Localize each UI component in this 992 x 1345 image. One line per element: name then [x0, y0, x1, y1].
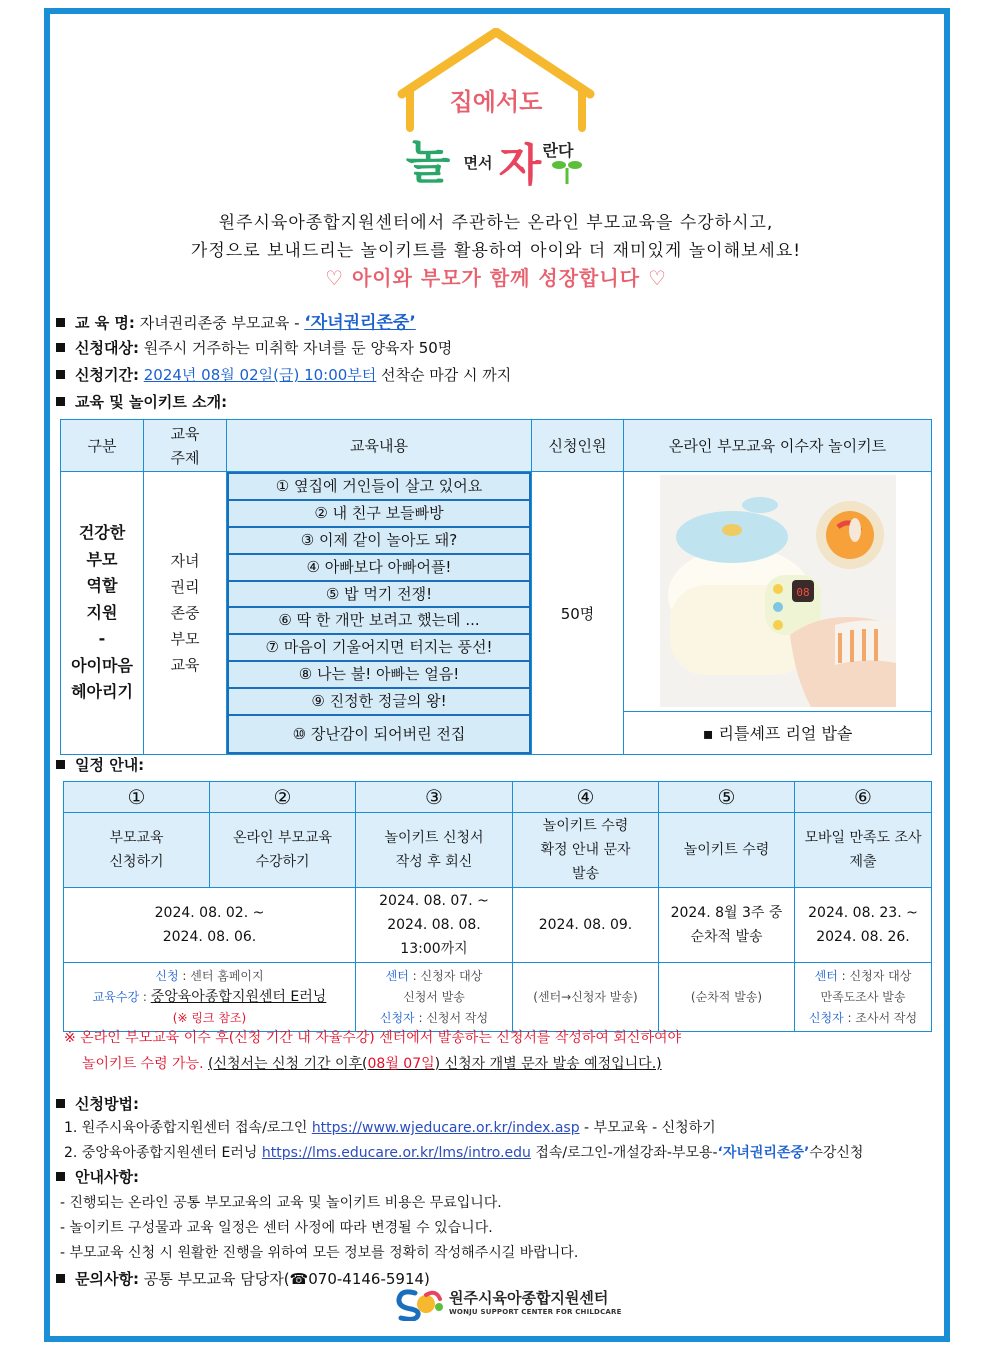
target-label: 신청대상:	[75, 339, 139, 357]
method-label: 신청방법:	[75, 1095, 139, 1113]
cell-line: 아이마음	[71, 655, 133, 675]
col-header-category: 구분	[61, 420, 144, 472]
bullet-square-icon	[56, 343, 65, 352]
step-number: ②	[210, 782, 356, 813]
guide-item: - 부모교육 신청 시 원활한 진행을 위하여 모든 정보를 정확히 작성해주시길 바랍니다.	[60, 1245, 579, 1261]
category-lines	[62, 520, 142, 706]
period-highlight: 2024년 08월 02일(금) 10:00부터	[143, 366, 377, 384]
step-number: ⑥	[795, 782, 932, 813]
content-item: ⑨ 진정한 정글의 왕!	[227, 689, 531, 716]
step-label: 부모교육 신청하기	[64, 813, 210, 888]
logo-text-line1: 집에서도	[449, 88, 543, 116]
logo-text-myeonseo: 면서	[463, 154, 493, 172]
logo-text-randa: 란다	[542, 141, 574, 160]
cell-line: 부모	[86, 549, 118, 569]
slogan: ♡ 아이와 부모가 함께 성장합니다 ♡	[325, 266, 667, 290]
step-number: ①	[64, 782, 210, 813]
method-item-1: 1. 원주시육아종합지원센터 접속/로그인 https://www.wjeducare.or.kr/index.asp - 부모교육 - 신청하기	[64, 1120, 716, 1136]
org-name-en: WONJU SUPPORT CENTER FOR CHILDCARE	[449, 1308, 622, 1316]
content-item: ④ 아빠보다 아빠어플!	[227, 555, 531, 582]
guide-item: - 놀이키트 구성물과 교육 일정은 센터 사정에 따라 변경될 수 있습니다.	[60, 1220, 493, 1236]
step-label: 온라인 부모교육 수강하기	[210, 813, 356, 888]
education-table	[60, 419, 932, 755]
bullet-square-icon	[56, 760, 65, 769]
contents-cell	[227, 472, 532, 755]
step-note: 센터 : 신청자 대상 신청서 발송 신청자 : 신청서 작성	[356, 963, 513, 1032]
col-header-topic: 교육 주제	[144, 420, 227, 472]
cell-line: 역할	[86, 576, 118, 596]
notice-line-1: ※ 온라인 부모교육 이수 후(신청 기간 내 자율수강) 센터에서 발송하는 신청서를 작성하여 회신하여야	[64, 1030, 682, 1046]
educare-lms-link[interactable]: https://lms.educare.or.kr/lms/intro.edu	[261, 1145, 531, 1161]
target-row	[56, 337, 452, 358]
schedule-table	[63, 781, 932, 1032]
method-label-row	[56, 1093, 139, 1114]
edu-intro-label: 교육 및 놀이키트 소개:	[75, 393, 228, 411]
step-number: ⑤	[659, 782, 795, 813]
eclearning-link[interactable]: 중앙육아종합지원센터 E러닝	[150, 988, 327, 1005]
org-emblem-icon	[393, 1287, 445, 1321]
content-item: ① 옆집에 거인들이 살고 있어요	[227, 472, 531, 501]
cell-line: -	[98, 629, 106, 649]
step-label: 놀이키트 신청서 작성 후 회신	[356, 813, 513, 888]
kit-photo-cell	[624, 472, 932, 712]
step-date: 2024. 8월 3주 중 순차적 발송	[659, 888, 795, 963]
step-note: 센터 : 신청자 대상 만족도조사 발송 신청자 : 조사서 작성	[795, 963, 932, 1032]
step-note: (센터→신청자 발송)	[513, 963, 659, 1032]
cooker-display-text: 08	[795, 586, 810, 600]
col-header-kit: 온라인 부모교육 이수자 놀이키트	[624, 420, 932, 472]
category-cell	[61, 472, 144, 755]
schedule-label: 일정 안내:	[75, 756, 145, 774]
topic-cell	[144, 472, 227, 755]
org-logo	[393, 1287, 633, 1321]
cell-line: 존중	[170, 604, 200, 622]
schedule-label-row	[56, 754, 144, 775]
col-header-contents: 교육내용	[227, 420, 532, 472]
edu-name-row	[56, 308, 416, 333]
content-item: ⑥ 딱 한 개만 보려고 했는데 ...	[227, 608, 531, 635]
logo-text-ja: 자	[498, 140, 542, 191]
step-number: ③	[356, 782, 513, 813]
guide-label: 안내사항:	[75, 1168, 139, 1186]
bullet-square-icon	[56, 318, 65, 327]
cell-line: 자녀	[170, 552, 200, 570]
content-item: ⑧ 나는 불! 아빠는 얼음!	[227, 662, 531, 689]
cell-line: 권리	[170, 578, 200, 596]
contact-value: 공통 부모교육 담당자(☎070-4146-5914)	[143, 1270, 430, 1288]
intro-line-1: 원주시육아종합지원센터에서 주관하는 온라인 부모교육을 수강하시고,	[218, 213, 774, 233]
wjeducare-link[interactable]: https://www.wjeducare.or.kr/index.asp	[311, 1120, 580, 1136]
col-header-count: 신청인원	[532, 420, 624, 472]
cell-line: 건강한	[78, 523, 126, 543]
contact-label: 문의사항:	[75, 1270, 139, 1288]
edu-name-value: 자녀권리존중 부모교육 -	[139, 314, 305, 332]
content-item: ③ 이제 같이 놀아도 돼?	[227, 528, 531, 555]
step-note: (순차적 발송)	[659, 963, 795, 1032]
bullet-square-icon	[56, 1274, 65, 1283]
step-note: 신청 : 센터 홈페이지 교육수강 : 중앙육아종합지원센터 E러닝 (※ 링크 참조)	[64, 963, 356, 1032]
topic-lines	[145, 548, 225, 678]
step-date: 2024. 08. 02. ~ 2024. 08. 06.	[64, 888, 356, 963]
content-item: ② 내 친구 보들빠방	[227, 501, 531, 528]
edu-name-highlight: ‘자녀권리존중’	[304, 313, 416, 333]
guide-label-row	[56, 1166, 139, 1187]
intro-label-row	[56, 391, 227, 412]
sprout-icon	[552, 161, 582, 184]
count-cell: 50명	[532, 472, 624, 755]
guide-item: - 진행되는 온라인 공통 부모교육의 교육 및 놀이키트 비용은 무료입니다.	[60, 1195, 502, 1211]
intro-line-2: 가정으로 보내드리는 놀이키트를 활용하여 아이와 더 재미있게 놀이해보세요!	[190, 241, 802, 261]
cell-line: 지원	[86, 602, 118, 622]
cell-line: 교육	[170, 656, 200, 674]
cell-line: 부모	[170, 630, 200, 648]
step-date: 2024. 08. 07. ~ 2024. 08. 08. 13:00까지	[356, 888, 513, 963]
cell-line: 헤아리기	[71, 682, 133, 702]
period-label: 신청기간:	[75, 366, 139, 384]
period-row	[56, 364, 511, 385]
step-number: ④	[513, 782, 659, 813]
step-label: 모바일 만족도 조사 제출	[795, 813, 932, 888]
bullet-square-icon	[56, 370, 65, 379]
content-item: ⑩ 장난감이 되어버린 전집	[227, 716, 531, 754]
step-label: 놀이키트 수령	[659, 813, 795, 888]
content-item: ⑦ 마음이 기울어지면 터지는 풍선!	[227, 635, 531, 662]
rice-cooker-photo	[660, 475, 896, 707]
logo-text-nol: 놀	[405, 135, 451, 189]
kit-name-cell: ▪ 리틀셰프 리얼 밥솥	[624, 711, 932, 754]
campaign-logo	[396, 28, 596, 200]
notice-line-2: 놀이키트 수령 가능. (신청서는 신청 기간 이후(08월 07일) 신청자 개별 문자 발송 예정입니다.)	[82, 1056, 662, 1072]
content-item: ⑤ 밥 먹기 전쟁!	[227, 582, 531, 609]
target-value: 원주시 거주하는 미취학 자녀를 둔 양육자 50명	[143, 339, 453, 357]
step-date: 2024. 08. 23. ~ 2024. 08. 26.	[795, 888, 932, 963]
method-item-2: 2. 중앙육아종합지원센터 E러닝 https://lms.educare.or.kr/lms/intro.edu 접속/로그인-개설강좌-부모용-‘자녀권리존중’수강신청	[64, 1145, 864, 1161]
edu-name-label: 교 육 명:	[75, 314, 135, 332]
house-roof-icon	[402, 32, 590, 94]
step-date: 2024. 08. 09.	[513, 888, 659, 963]
org-name: 원주시육아종합지원센터	[449, 1289, 609, 1307]
period-rest: 선착순 마감 시 까지	[376, 366, 512, 384]
step-label: 놀이키트 수령 확정 안내 문자 발송	[513, 813, 659, 888]
bullet-square-icon	[56, 1172, 65, 1181]
contact-row	[56, 1268, 430, 1289]
bullet-square-icon	[56, 1099, 65, 1108]
bullet-square-icon	[56, 397, 65, 406]
